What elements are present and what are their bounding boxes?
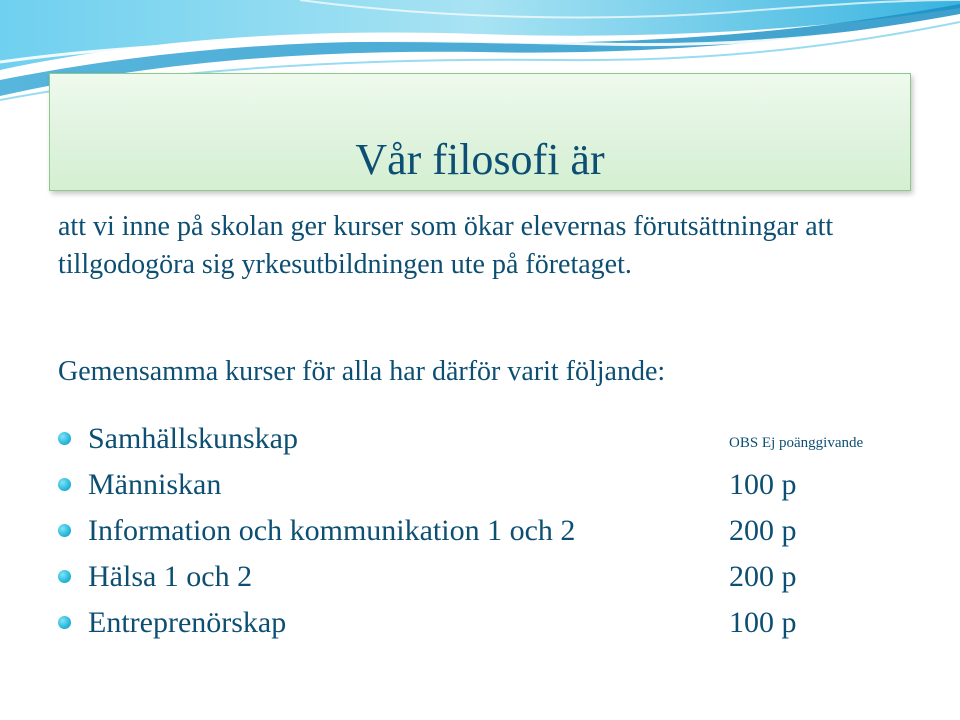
course-name: Entreprenörskap	[88, 606, 287, 639]
list-item	[58, 417, 938, 463]
round-bullet-icon	[58, 570, 71, 583]
round-bullet-icon	[58, 432, 71, 445]
round-bullet-icon	[58, 616, 71, 629]
lead-text: Gemensamma kurser för alla har därför varit följande:	[58, 356, 666, 387]
course-points: OBS Ej poänggivande	[729, 435, 864, 451]
list-item	[58, 509, 938, 555]
course-points: 200 p	[729, 560, 797, 593]
list-item	[58, 555, 938, 601]
list-item	[58, 601, 938, 647]
course-points: 200 p	[729, 514, 797, 547]
intro-text: att vi inne på skolan ger kurser som ökar elevernas förutsättningar att tillgodogöra sig yrkesutbildningen ute på företaget.	[58, 211, 834, 280]
slide-title: Vår filosofi är	[355, 135, 605, 184]
course-name: Hälsa 1 och 2	[88, 560, 253, 593]
course-name: Information och kommunikation 1 och 2	[88, 514, 576, 547]
title-box	[49, 73, 911, 191]
round-bullet-icon	[58, 478, 71, 491]
course-list	[58, 417, 938, 647]
course-points: 100 p	[729, 606, 797, 639]
round-bullet-icon	[58, 524, 71, 537]
course-name: Samhällskunskap	[88, 422, 298, 455]
course-name: Människan	[88, 468, 222, 501]
list-item	[58, 463, 938, 509]
course-points: 100 p	[729, 468, 797, 501]
